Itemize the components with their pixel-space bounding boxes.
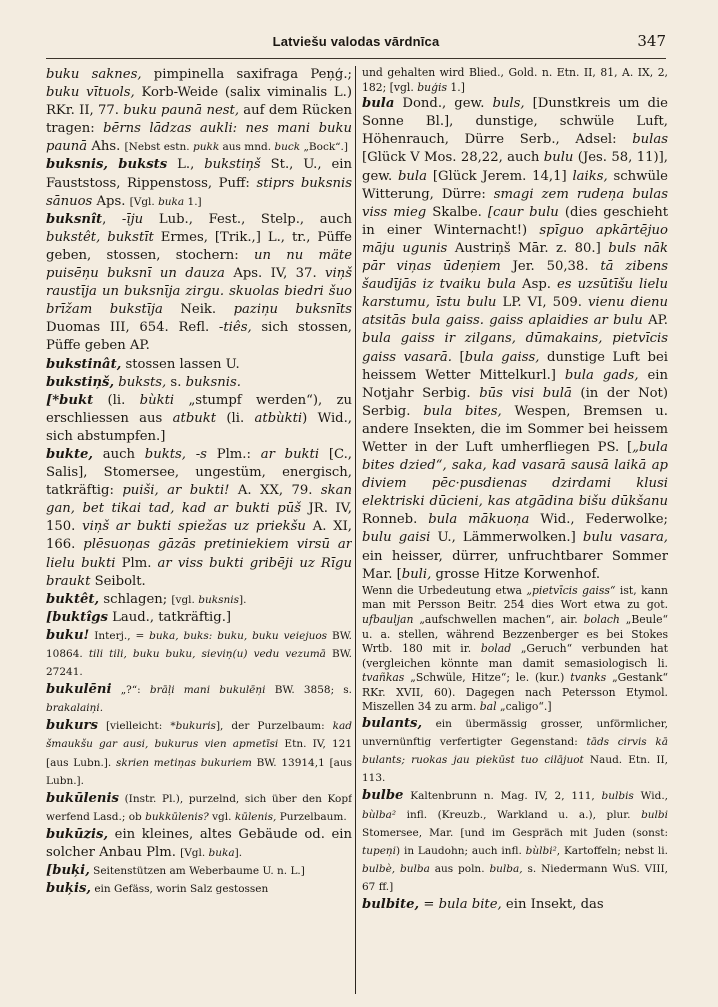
latvian-example: brakalaiņi. <box>46 702 104 715</box>
latvian-example: tvañkas <box>362 671 405 685</box>
entry-text: „?“: <box>111 684 150 697</box>
latvian-example: vienu dienu atsitās bula gaiss. gaiss aplaidies ar bulu <box>362 295 668 329</box>
entry-text: [Dunstkreis um die Sonne Bl.], dunstige, schwüle Luft, Höhenrauch, Dürre Serb., Adsel: <box>362 96 668 148</box>
latvian-example: bùlba² <box>362 808 397 821</box>
headword: bukstiņš, <box>46 374 115 390</box>
entry-text: Neik. <box>162 302 234 318</box>
latvian-example: bulu <box>543 150 574 166</box>
entry-text: Aps. <box>92 193 130 209</box>
latvian-example: un nu mäte puisēņu buksnī un dauza <box>46 247 352 282</box>
headword: bukstinât, <box>46 356 122 372</box>
latvian-example: kūlenis, <box>234 810 277 823</box>
latvian-example: -tiês, <box>218 320 252 336</box>
latvian-example: skrien metiņas bukuriem <box>115 756 252 769</box>
latvian-example: buksts, <box>118 374 167 390</box>
latvian-example: kad šmaukšu gar ausi, bukurus vien apmetīsi <box>46 720 352 751</box>
dictionary-entry <box>362 787 668 896</box>
entry-text: JR. IV, 150. <box>46 501 352 535</box>
entry-text: s. <box>166 374 186 390</box>
dictionary-entry <box>46 156 352 210</box>
headword: bula <box>362 96 395 112</box>
headword: bulants, <box>362 716 423 732</box>
latvian-example: „bula bites dzied“, saka, kad vasarā sausā laikā ap diviem pēc·pusdienas dzirdami klusi elektriski dūcieni, kas atgādina bišu dūkšanu <box>362 439 668 510</box>
latvian-example: ar bukti <box>260 446 320 462</box>
latvian-example: buka, buks: buku, buku veiejuos <box>149 629 328 642</box>
latvian-example: buck <box>274 141 301 154</box>
latvian-example: -īju <box>121 211 144 227</box>
entry-text: „Bock“.] <box>300 141 348 154</box>
latvian-example: tupeņi <box>362 844 397 857</box>
entry-text: 1.] <box>184 195 202 208</box>
latvian-example: spīguo apkārtējuo māju ugunis <box>362 222 668 256</box>
column-divider <box>355 66 356 994</box>
latvian-example: tili tili, buku buku, sieviņ(u) vedu vezumā <box>88 648 326 660</box>
entry-text: „Geruch“ verbunden hat (vergleichen könnte man damit semasiologisch li. <box>362 642 668 670</box>
entry-text: aus poln. <box>429 862 490 875</box>
entry-text: sich stossen, Püffe geben AP. <box>46 320 352 354</box>
headword: buksnît <box>46 211 103 227</box>
dictionary-entry <box>46 591 352 609</box>
entry-text: Wespen, Bremsen u. andere Insekten, die im Sommer bei heissem Wetter in der Luft umherfliegen PS. [ <box>362 403 668 455</box>
latvian-example: bukts, -s <box>144 446 207 462</box>
page-number: 347 <box>637 32 666 50</box>
entry-text: Etn. IV, 121 [aus Lubn.]. <box>46 738 352 769</box>
dictionary-entry <box>362 896 668 914</box>
dictionary-entry <box>46 627 352 681</box>
entry-text: schwüle Witterung, Dürre: <box>362 168 668 202</box>
entry-text: pimpinella saxifraga Peņģ.; <box>141 67 352 82</box>
entry-text: Laud., tatkräftig.] <box>107 609 232 625</box>
entry-text: [Vgl. <box>129 195 159 208</box>
entry-text: Wid., <box>633 790 668 803</box>
entry-text: Purzelbaum. <box>276 810 347 823</box>
entry-text: , Kartoffeln; nebst li. <box>556 844 668 857</box>
dictionary-entry <box>46 826 352 862</box>
latvian-example: tvanks <box>570 671 607 685</box>
entry-text: (in der Not) Serbig. <box>362 385 668 419</box>
entry-text: (Instr. Pl.), purzelnd, sich über den Kopf werfend Lasd.; ob <box>46 792 352 823</box>
latvian-example: bulu gaisi <box>362 530 431 546</box>
entry-text: aus mnd. <box>219 141 275 154</box>
latvian-example: es uzsūtīšu lielu karstumu, īstu bulu <box>362 277 668 311</box>
entry-text: [vgl. <box>171 593 199 606</box>
entry-text: Seitenstützen am Weberbaume U. n. L.] <box>89 865 305 878</box>
latvian-example: puiši, ar bukti! <box>122 483 230 499</box>
latvian-example: skan gan, bet tikai tad, kad ar bukti pūš <box>46 483 352 517</box>
entry-text: ) Wid., sich abstumpfen.] <box>46 410 352 444</box>
headword: bulbe <box>362 788 404 804</box>
latvian-example: buksnis. <box>185 374 241 390</box>
entry-text: ein heisser, dürrer, unfruchtbarer Sommer Mar. [ <box>362 548 668 582</box>
entry-text: Seibolt. <box>90 573 146 589</box>
latvian-example: bulbè, bulba <box>362 862 430 875</box>
latvian-example: buli, <box>401 566 432 582</box>
entry-text: Interj., = <box>89 629 150 642</box>
entry-text: [ <box>451 349 465 365</box>
entry-text: ], der Purzelbaum: <box>215 720 333 733</box>
latvian-example: bal <box>479 700 497 714</box>
entry-text: Wenn die Urbedeutung etwa <box>362 583 527 597</box>
entry-text: schlagen; <box>99 591 172 607</box>
latvian-example: bula <box>397 168 427 184</box>
latvian-example: paziņu buksnīts <box>233 302 352 318</box>
entry-text: Plm.: <box>206 446 261 462</box>
headword: bukurs <box>46 718 98 734</box>
left-column <box>46 66 352 996</box>
latvian-example: bērns lādzas aukli: nes mani buku paunā <box>46 121 352 155</box>
entry-text: „caligo“.] <box>496 700 552 714</box>
entry-text: Korb-Weide (salix viminalis L.) RKr. II, 77. <box>46 85 352 119</box>
dictionary-entry <box>46 681 352 717</box>
entry-text: Kaltenbrunn n. Mag. IV, 2, 111, <box>403 790 602 803</box>
headword: [*bukt <box>46 392 94 408</box>
entry-text: [Nebst estn. <box>124 141 193 154</box>
latvian-example: bula bites, <box>423 403 502 419</box>
entry-text: ist, kann man mit Persson Beitr. 254 dies Wort etwa zu got. <box>362 583 668 612</box>
entry-text: grosse Hitze Korwenhof. <box>431 566 601 582</box>
latvian-example: bulu vasara, <box>582 530 668 546</box>
latvian-example: būs visi bulā <box>479 385 572 401</box>
entry-text: [Glück V Mos. 28,22, auch <box>362 150 544 166</box>
entry-text: „aufschwellen machen“, air. <box>413 612 584 626</box>
entry-text: ) in Laudohn; auch infl. <box>396 844 526 857</box>
latvian-example: bukstêt, bukstīt <box>46 229 154 245</box>
latvian-example: bula bite, <box>438 897 502 912</box>
dictionary-entry <box>46 66 352 156</box>
dictionary-entry <box>362 66 668 95</box>
latvian-example: buģis <box>417 80 447 94</box>
latvian-example: bùkti <box>139 392 175 408</box>
latvian-example: pukk <box>192 141 220 154</box>
latvian-example: bolad <box>480 642 512 656</box>
headword: bukte, <box>46 446 94 462</box>
page-header <box>46 32 666 56</box>
latvian-example: buku paunā nest, <box>123 103 240 119</box>
dictionary-entry <box>362 715 668 787</box>
latvian-example: bulbis <box>601 790 634 803</box>
latvian-example: buka <box>158 195 185 208</box>
entry-text: [C., Salis], Stomersee, ungestüm, energisch, tatkräftig: <box>46 446 352 499</box>
latvian-example: viņš raustīja un buksnīja zirgu. skuolas biedri šuo brīžam bukstīja <box>46 266 352 318</box>
entry-text: [Glück Jerem. 14,1] <box>427 168 573 184</box>
entry-text: [Vgl. <box>180 847 209 860</box>
latvian-example: ufbauljan <box>362 612 414 626</box>
entry-text: 1.] <box>447 80 465 94</box>
latvian-example: buku saknes, <box>46 67 142 82</box>
entry-text: L., <box>167 157 205 173</box>
latvian-example: bukkūlenis? <box>145 810 209 823</box>
latvian-example: laiks, <box>572 168 608 184</box>
entry-text: auf dem Rücken tragen: <box>46 103 352 137</box>
entry-text: BW. 3858; s. <box>265 684 352 697</box>
entry-text: , <box>102 211 122 227</box>
entry-text: Duomas III, 654. Refl. <box>46 320 219 336</box>
entry-text: ein Insekt, das <box>501 897 604 912</box>
dictionary-entry <box>46 609 352 627</box>
entry-text: (li. <box>93 392 140 408</box>
entry-text: und gehalten wird Blied., Gold. n. Etn. II, 81, A. IX, 2, 182; [vgl. <box>362 66 668 94</box>
dictionary-entry <box>46 374 352 392</box>
entry-text: Austriņš Mār. z. 80.] <box>447 240 609 256</box>
latvian-example: „pietvīcis gaiss“ <box>526 583 616 597</box>
latvian-example: stiprs buksnis sānuos <box>46 175 352 209</box>
dictionary-entry <box>46 717 352 789</box>
latvian-example: buls, <box>492 96 525 112</box>
entry-text: Aps. IV, 37. <box>224 266 326 282</box>
entry-text: „stumpf werden“), zu erschliessen aus <box>46 392 352 426</box>
entry-text: Skalbe. <box>426 204 488 220</box>
header-rule <box>46 58 666 59</box>
entry-text: stossen lassen U. <box>121 356 240 372</box>
entry-text: Dond., gew. <box>394 96 493 112</box>
latvian-example: bula gaiss, <box>464 349 540 365</box>
entry-text: Ahs. <box>87 139 125 155</box>
latvian-example: buksnis <box>198 593 239 606</box>
latvian-example: *bukuris <box>170 720 216 733</box>
entry-text: Lub., Fest., Stelp., auch <box>143 211 352 227</box>
entry-text: ein übermässig grosser, unförmlicher, unvernünftig verfertigter Gegenstand: <box>362 718 668 749</box>
latvian-example: bulbi <box>641 808 668 821</box>
entry-text: ein Notjahr Serbig. <box>362 367 668 401</box>
latvian-example: bukstiņš <box>204 157 261 173</box>
dictionary-entry <box>46 211 352 356</box>
entry-text: AP. <box>642 313 668 329</box>
dictionary-entry <box>46 446 352 591</box>
entry-text: BW. 10864. <box>46 629 352 660</box>
entry-text: Ronneb. <box>362 512 429 528</box>
latvian-example: brāļi mani bukulēņi <box>149 684 266 697</box>
latvian-example: bula gads, <box>564 367 639 383</box>
latvian-example: viņš ar bukti spiežas uz priekšu <box>82 519 306 535</box>
latvian-example: bulas <box>632 132 668 148</box>
headword: buku! <box>46 627 90 643</box>
latvian-example: bolach <box>583 612 620 626</box>
latvian-example: tā zibens šaudījās iz tvaiku bula <box>362 259 668 293</box>
latvian-example: smagi zem rudeņa bulas viss mieg <box>362 186 668 220</box>
latvian-example: bula gaiss ir zilgans, dūmakains, pietvīcis gaiss vasarā. <box>362 331 668 365</box>
entry-text: LP. VI, 509. <box>496 295 589 311</box>
latvian-example: bula mākuoņa <box>428 512 530 528</box>
headword: buktêt, <box>46 591 100 607</box>
entry-text: Stomersee, Mar. [und im Gespräch mit Juden (sonst: <box>362 826 668 839</box>
latvian-example: [caur bulu <box>487 204 559 220</box>
headword: bulbite, <box>362 897 420 912</box>
dictionary-entry <box>362 584 668 715</box>
entry-text: ]. <box>234 847 243 860</box>
headword: buķis, <box>46 881 91 897</box>
entry-text: vgl. <box>208 810 235 823</box>
entry-text: Jer. 50,38. <box>500 259 601 275</box>
entry-text: dunstige Luft bei heissem Wetter Mittelkurl.] <box>362 349 668 383</box>
entry-text: (dies geschieht in einer Winternacht!) <box>362 204 668 238</box>
entry-text: „Beule“ u. a. stellen, während Bezzenberger es bei Stokes Wrtb. 180 mit ir. <box>362 612 668 656</box>
latvian-example: ar viss bukti gribēji uz Rīgu braukt <box>46 555 352 589</box>
dictionary-entry <box>362 95 668 584</box>
entry-text: (Jes. 58, 11)], gew. <box>362 150 668 184</box>
entry-text: infl. (Kreuzb., Warkland u. a.), plur. <box>396 808 642 821</box>
headword: bukūzis, <box>46 826 109 842</box>
entry-text: A. XX, 79. <box>229 483 321 499</box>
dictionary-entry <box>46 880 352 898</box>
entry-text: „Schwüle, Hitze“; le. (kur.) <box>404 671 571 685</box>
headword: [buktîgs <box>46 609 108 625</box>
right-column <box>362 66 668 996</box>
latvian-example: bùlbi² <box>525 844 557 857</box>
entry-text: s. Niedermann WuS. VIII, 67 ff.] <box>362 862 668 893</box>
headword: [buķi, <box>46 863 90 879</box>
running-title: Latviešu valodas vārdnīca <box>272 34 440 49</box>
latvian-example: tāds cirvis kā bulants; ruokas jau piekūst tuo cilājuot <box>362 736 668 767</box>
headword: bukulēni <box>46 682 112 698</box>
headword: buksnis, buksts <box>46 157 168 173</box>
latvian-example: atbukt <box>172 410 217 426</box>
entry-text: BW. 27241. <box>46 648 352 679</box>
entry-text: St., U., ein Fauststoss, Rippenstoss, Puff: <box>46 157 352 191</box>
entry-text: Naud. Etn. II, 113. <box>362 754 668 785</box>
latvian-example: buls nāk pār viņas ūdeņiem <box>362 240 668 275</box>
entry-text: A. XI, 166. <box>46 519 352 553</box>
latvian-example: atbùkti <box>254 410 303 426</box>
entry-text: ein Gefäss, worin Salz gestossen <box>90 883 269 896</box>
entry-text: Wid., Federwolke; <box>529 512 668 528</box>
latvian-example: buka <box>208 847 235 860</box>
latvian-example: plēsuoņas gāzās pretiniekiem virsū ar lielu bukti <box>46 537 352 571</box>
entry-text: ein kleines, altes Gebäude od. ein solcher Anbau Plm. <box>46 826 352 861</box>
entry-text: ]. <box>238 593 247 606</box>
entry-text: [vielleicht: <box>97 720 171 733</box>
latvian-example: bulba, <box>489 862 523 875</box>
entry-text: „Gestank“ RKr. XVII, 60). Dagegen nach Petersson Etymol. Miszellen 34 zu arm. <box>362 671 668 714</box>
dictionary-entry <box>46 356 352 374</box>
entry-text: (li. <box>216 410 255 426</box>
entry-text: U., Lämmerwolken.] <box>430 530 583 546</box>
headword: bukūlenis <box>46 790 119 806</box>
entry-text: auch <box>93 446 145 462</box>
entry-text: Plm. <box>115 555 158 571</box>
entry-text: = <box>419 897 439 912</box>
dictionary-entry <box>46 392 352 446</box>
latvian-example: buku vītuols, <box>46 85 135 101</box>
dictionary-entry <box>46 862 352 880</box>
dictionary-entry <box>46 790 352 826</box>
entry-text: Asp. <box>516 277 557 293</box>
entry-text: BW. 13914,1 [aus Lubn.]. <box>46 756 352 787</box>
entry-text: Ermes, [Trik.,] L., tr., Püffe geben, stossen, stochern: <box>46 229 352 263</box>
